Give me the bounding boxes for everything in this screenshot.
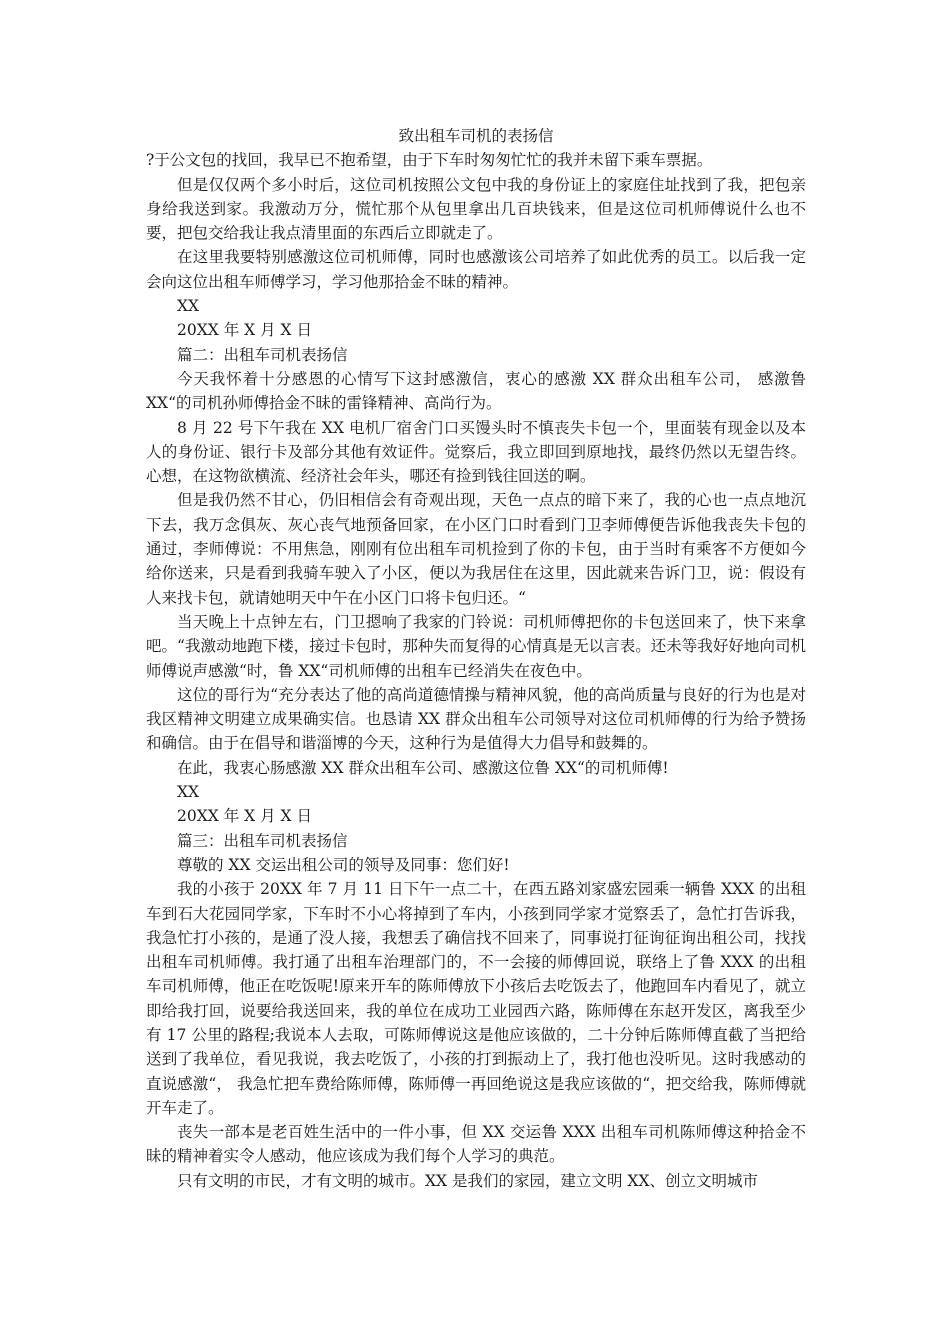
paragraph: 尊敬的 XX 交运出租公司的领导及同事：您们好! <box>177 855 510 874</box>
document-body <box>146 148 806 1193</box>
paragraph: 但是我仍然不甘心，仍旧相信会有奇观出现，天色一点点的暗下来了，我的心也一点点地沉下去，我万念俱灰、灰心丧气地预备回家，在小区门口时看到门卫李师傅便告诉他我丧失卡包的通过，李师傅说：不用焦急，刚刚有位出租车司机捡到了你的卡包，由于当时有乘客不方便如今给你送来，只是看到我骑车驶入了小区，便以为我居住在这里，因此就来告诉门卫，说：假设有人来找卡包，就请她明天中午在小区门口将卡包归还。“ <box>146 491 806 607</box>
paragraph: 20XX 年 X 月 X 日 <box>177 321 312 340</box>
paragraph: 今天我怀着十分感恩的心情写下这封感激信，衷心的感激 XX 群众出租车公司， 感激鲁 XX“的司机孙师傅拾金不昧的雷锋精神、高尚行为。 <box>146 369 806 413</box>
paragraph: 篇三：出租车司机表扬信 <box>177 831 348 850</box>
paragraph: 只有文明的市民，才有文明的城市。XX 是我们的家园，建立文明 XX、创立文明城市 <box>177 1171 758 1190</box>
paragraph: 在此，我衷心肠感激 XX 群众出租车公司、感激这位鲁 XX“的司机师傅! <box>177 758 669 777</box>
paragraph: XX <box>177 297 200 316</box>
document-title: 致出租车司机的表扬信 <box>398 127 554 145</box>
document-page <box>146 124 806 1193</box>
paragraph: 我的小孩于 20XX 年 7 月 11 日下午一点二十，在西五路刘家盛宏园乘一辆鲁 XXX 的出租车到石大花园同学家，下车时不小心将掉到了车内，小孩到同学家才觉察丢了，急忙打告诉我，我急忙打小孩的，是通了没人接，我想丢了确信找不回来了，同事说打征询征询出租公司，找找出租车司机师傅。我打通了出租车治理部门的，不一会接的师傅回说，联络上了鲁 XXX 的出租车司机师傅，他正在吃饭呢!原来开车的陈师傅放下小孩后去吃饭去了，他跑回车内看见了，就立即给我打回，说要给我送回来，我的单位在成功工业园西六路，陈师傅在东赵开发区，离我至少有 17 公里的路程;我说本人去取，可陈师傅说这是他应该做的，二十分钟后陈师傅直截了当把给送到了我单位，看见我说，我去吃饭了，小孩的打到振动上了，我打他也没听见。这时我感动的直说感激“， 我急忙把车费给陈师傅，陈师傅一再回绝说这是我应该做的“，把交给我，陈师傅就开车走了。 <box>146 880 806 1117</box>
paragraph: ?于公文包的找回，我早已不抱希望，由于下车时匆匆忙忙的我并未留下乘车票据。 <box>146 151 713 170</box>
paragraph: 丧失一部本是老百姓生活中的一件小事，但 XX 交运鲁 XXX 出租车司机陈师傅这种拾金不昧的精神着实令人感动，他应该成为我们每个人学习的典范。 <box>146 1123 806 1166</box>
paragraph: 当天晚上十点钟左右，门卫摁响了我家的门铃说：司机师傅把你的卡包送回来了，快下来拿吧。“我激动地跑下楼，接过卡包时，那种失而复得的心情真是无以言表。还未等我好好地向司机师傅说声感激“时，鲁 XX“司机师傅的出租车已经消失在夜色中。 <box>146 612 806 680</box>
paragraph: XX <box>177 783 200 802</box>
paragraph: 但是仅仅两个多小时后，这位司机按照公文包中我的身份证上的家庭住址找到了我，把包亲身给我送到家。我激动万分，慌忙那个从包里拿出几百块钱来，但是这位司机师傅说什么也不要，把包交给我让我点清里面的东西后立即就走了。 <box>146 175 806 243</box>
paragraph: 在这里我要特别感激这位司机师傅，同时也感激该公司培养了如此优秀的员工。以后我一定会向这位出租车师傅学习，学习他那拾金不昧的精神。 <box>146 248 806 291</box>
paragraph: 这位的哥行为“充分表达了他的高尚道德情操与精神风貌，他的高尚质量与良好的行为也是对我区精神文明建立成果确实信。也恳请 XX 群众出租车公司领导对这位司机师傅的行为给予赞扬和确信。由于在倡导和谐淄博的今天，这种行为是值得大力倡导和鼓舞的。 <box>146 685 806 753</box>
paragraph: 20XX 年 X 月 X 日 <box>177 807 312 826</box>
paragraph: 篇二：出租车司机表扬信 <box>177 345 348 364</box>
paragraph: 8 月 22 号下午我在 XX 电机厂宿舍门口买馒头时不慎丧失卡包一个，里面装有现金以及本人的身份证、银行卡及部分其他有效证件。觉察后，我立即回到原地找，最终仍然以无望告终。心想，在这物欲横流、经济社会年头，哪还有捡到钱往回送的啊。 <box>146 418 806 486</box>
